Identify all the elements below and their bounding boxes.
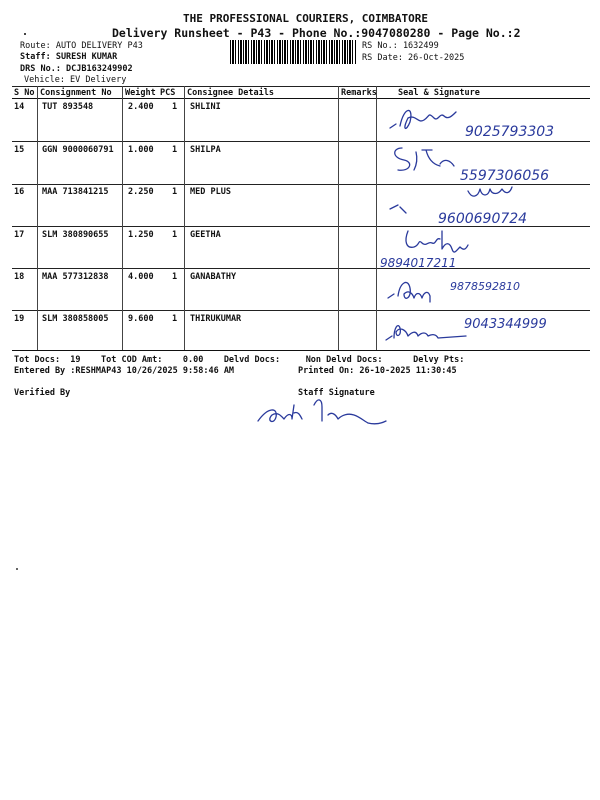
route-label: Route: AUTO DELIVERY P43 [20,41,143,51]
rs-date: RS Date: 26-Oct-2025 [362,53,465,63]
handwritten-signature-row-17 [380,227,590,269]
scan-speck [24,33,26,35]
handwritten-signature-row-16 [380,185,590,227]
svg-text:9878592810: 9878592810 [450,280,520,293]
barcode [230,40,356,64]
row-pcs: 1 [172,314,178,324]
row-sno: 19 [14,314,25,324]
company-title: THE PROFESSIONAL COURIERS, COIMBATORE [183,12,429,25]
row-sno: 14 [14,102,25,112]
col-divider [122,86,123,350]
row-weight: 2.400 [128,102,154,112]
handwritten-signature-row-14 [380,100,590,140]
header-sno: S No [14,88,35,98]
handwritten-signature-row-15 [380,142,590,184]
header-consignee: Consignee Details [187,88,274,98]
rs-number: RS No.: 1632499 [362,41,439,51]
table-bottom-border [12,350,590,351]
col-divider [37,86,38,350]
row-consignee: THIRUKUMAR [190,314,242,324]
row-pcs: 1 [172,187,178,197]
col-divider [184,86,185,350]
row-consignee: SHILPA [190,145,221,155]
row-weight: 1.250 [128,230,154,240]
handwritten-signature-row-19 [380,310,590,350]
row-sno: 17 [14,230,25,240]
svg-text:5597306056: 5597306056 [460,168,550,184]
row-consignment: MAA 577312838 [42,272,109,282]
table-top-border [12,86,590,87]
header-pcs: PCS [160,88,176,98]
row-consignment: SLM 380890655 [42,230,109,240]
row-consignee: SHLINI [190,102,221,112]
svg-text:9894017211: 9894017211 [380,256,457,270]
row-pcs: 1 [172,145,178,155]
row-weight: 4.000 [128,272,154,282]
entered-by: Entered By :RESHMAP43 10/26/2025 9:58:46 AM [14,366,235,376]
row-consignee: MED PLUS [190,187,231,197]
printed-on: Printed On: 26-10-2025 11:30:45 [298,366,457,376]
row-weight: 9.600 [128,314,154,324]
col-divider [338,86,339,350]
staff-signature-label: Staff Signature [298,388,375,398]
drs-number: DRS No.: DCJB163249902 [20,64,133,74]
row-consignee: GEETHA [190,230,221,240]
row-consignment: SLM 380858005 [42,314,109,324]
header-consignment: Consignment No [40,88,112,98]
row-weight: 1.000 [128,145,154,155]
handwritten-signature-row-18 [380,270,590,312]
header-remarks: Remarks [341,88,377,98]
svg-text:9043344999: 9043344999 [464,317,547,332]
row-consignment: GGN 9000060791 [42,145,114,155]
row-sno: 15 [14,145,25,155]
row-sno: 16 [14,187,25,197]
row-consignment: TUT 893548 [42,102,94,112]
verified-by-label: Verified By [14,388,71,398]
table-header-border [12,98,590,99]
row-sno: 18 [14,272,25,282]
totals-line: Tot Docs: 19 Tot COD Amt: 0.00 Delvd Docs: Non Delvd Docs: Delvy Pts: [14,355,465,365]
vehicle-label: Vehicle: EV Delivery [24,75,127,85]
staff-label: Staff: SURESH KUMAR [20,52,118,62]
scan-speck [16,568,18,570]
row-pcs: 1 [172,102,178,112]
staff-signature [250,395,410,435]
row-consignee: GANABATHY [190,272,237,282]
header-seal: Seal & Signature [398,88,480,98]
runsheet-subtitle: Delivery Runsheet - P43 - Phone No.:9047080280 - Page No.:2 [112,26,521,40]
svg-text:9025793303: 9025793303 [465,124,555,140]
header-weight: Weight [125,88,156,98]
row-weight: 2.250 [128,187,154,197]
row-consignment: MAA 713841215 [42,187,109,197]
row-pcs: 1 [172,230,178,240]
row-pcs: 1 [172,272,178,282]
col-divider [376,86,377,350]
svg-text:9600690724: 9600690724 [438,211,528,227]
